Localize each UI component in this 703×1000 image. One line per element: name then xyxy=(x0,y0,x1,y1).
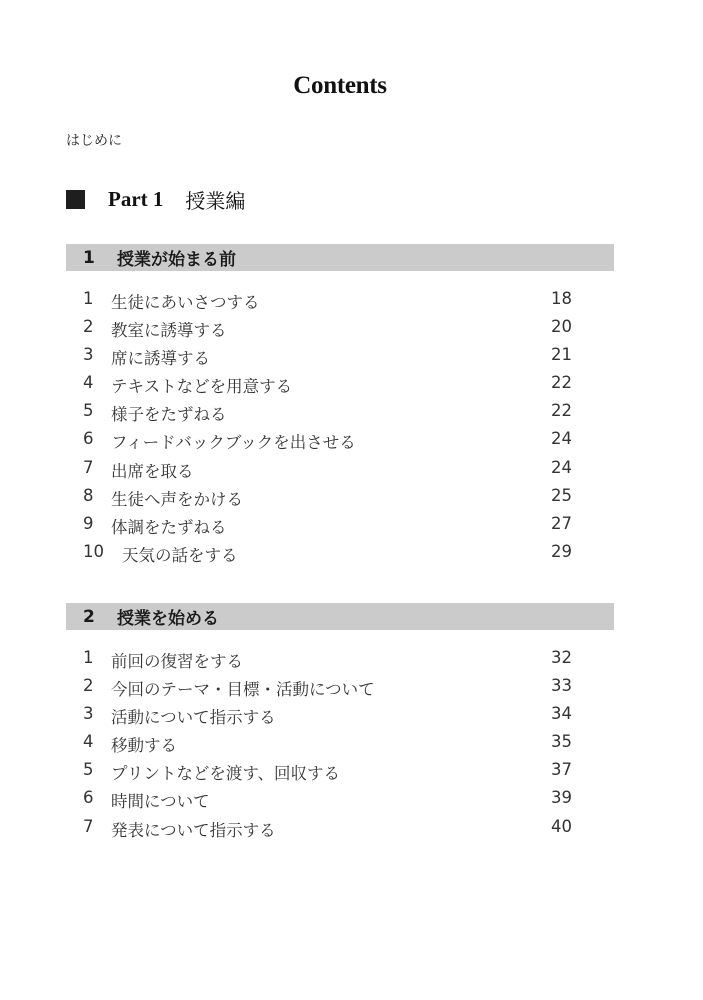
entry-page: 25 xyxy=(551,485,572,505)
part-heading xyxy=(66,185,245,213)
entry-title: 活動について指示する xyxy=(111,708,276,728)
toc-section xyxy=(66,244,614,568)
entry-title: プリントなどを渡す、回収する xyxy=(111,764,341,784)
entry-number: 5 xyxy=(83,760,94,780)
entry-number: 9 xyxy=(83,513,94,533)
entry-number: 6 xyxy=(83,788,94,808)
toc-entry[interactable] xyxy=(66,343,614,371)
toc-entry[interactable] xyxy=(66,730,614,758)
entry-page: 34 xyxy=(551,704,572,724)
section-header xyxy=(66,244,614,271)
toc-intro-link[interactable]: はじめに xyxy=(66,133,122,149)
part-title: 授業編 xyxy=(185,188,246,213)
toc-entry[interactable] xyxy=(66,456,614,484)
entry-title: 時間について xyxy=(111,792,210,812)
entry-title: 今回のテーマ・目標・活動について xyxy=(111,680,375,700)
entry-page: 29 xyxy=(551,541,572,561)
entry-page: 24 xyxy=(551,429,572,449)
toc-entry[interactable] xyxy=(66,702,614,730)
entry-number: 7 xyxy=(83,816,94,836)
entry-page: 20 xyxy=(551,317,572,337)
toc-entry[interactable] xyxy=(66,315,614,343)
toc-entry[interactable] xyxy=(66,540,614,568)
entry-number: 8 xyxy=(83,485,94,505)
toc-entry[interactable] xyxy=(66,674,614,702)
entry-title: 生徒へ声をかける xyxy=(111,489,243,509)
entry-page: 32 xyxy=(551,648,572,667)
entry-number: 10 xyxy=(83,541,104,561)
entry-number: 1 xyxy=(83,648,94,667)
entry-page: 21 xyxy=(551,345,572,365)
section-title: 授業を始める xyxy=(117,609,219,629)
entry-title: 体調をたずねる xyxy=(111,517,227,537)
entry-number: 5 xyxy=(83,401,94,421)
toc-entry[interactable] xyxy=(66,646,614,674)
entry-page: 40 xyxy=(551,816,572,836)
section-header xyxy=(66,603,614,630)
toc-entry[interactable] xyxy=(66,815,614,843)
entry-number: 4 xyxy=(83,373,94,393)
toc-entry[interactable] xyxy=(66,484,614,512)
entry-page: 37 xyxy=(551,760,572,780)
toc-entry[interactable] xyxy=(66,287,614,315)
part-label: Part 1 xyxy=(108,186,164,211)
toc-entry[interactable] xyxy=(66,786,614,814)
entry-number: 1 xyxy=(83,289,94,308)
toc-entry[interactable] xyxy=(66,758,614,786)
entry-number: 6 xyxy=(83,429,94,449)
entry-number: 3 xyxy=(83,704,94,724)
entry-title: 移動する xyxy=(111,736,177,756)
entry-page: 35 xyxy=(551,732,572,752)
entry-number: 2 xyxy=(83,317,94,337)
entry-title: 発表について指示する xyxy=(111,820,276,840)
entry-page: 18 xyxy=(551,289,572,308)
toc-entry[interactable] xyxy=(66,399,614,427)
entry-page: 24 xyxy=(551,457,572,477)
toc-entry[interactable] xyxy=(66,371,614,399)
entry-page: 33 xyxy=(551,676,572,696)
entry-title: 席に誘導する xyxy=(111,349,210,369)
section-number: 2 xyxy=(83,606,95,627)
entry-page: 27 xyxy=(551,513,572,533)
toc-entry[interactable] xyxy=(66,427,614,455)
entry-number: 3 xyxy=(83,345,94,365)
page-title: Contents xyxy=(293,72,387,99)
entry-number: 7 xyxy=(83,457,94,477)
toc-entry[interactable] xyxy=(66,512,614,540)
section-title: 授業が始まる前 xyxy=(117,250,236,270)
entry-title: 出席を取る xyxy=(111,461,194,481)
entry-page: 22 xyxy=(551,401,572,421)
toc-section xyxy=(66,603,614,843)
entry-number: 2 xyxy=(83,676,94,696)
entry-title: フィードバックブックを出させる xyxy=(111,433,356,453)
entry-title: 教室に誘導する xyxy=(111,321,227,341)
section-number: 1 xyxy=(83,247,95,268)
entry-title: 天気の話をする xyxy=(122,545,238,565)
entry-title: 前回の復習をする xyxy=(111,652,243,671)
square-bullet-icon xyxy=(66,190,85,209)
entry-title: テキストなどを用意する xyxy=(111,377,293,397)
entry-title: 生徒にあいさつする xyxy=(111,293,260,312)
entry-page: 39 xyxy=(551,788,572,808)
entry-number: 4 xyxy=(83,732,94,752)
entry-title: 様子をたずねる xyxy=(111,405,227,425)
entry-page: 22 xyxy=(551,373,572,393)
